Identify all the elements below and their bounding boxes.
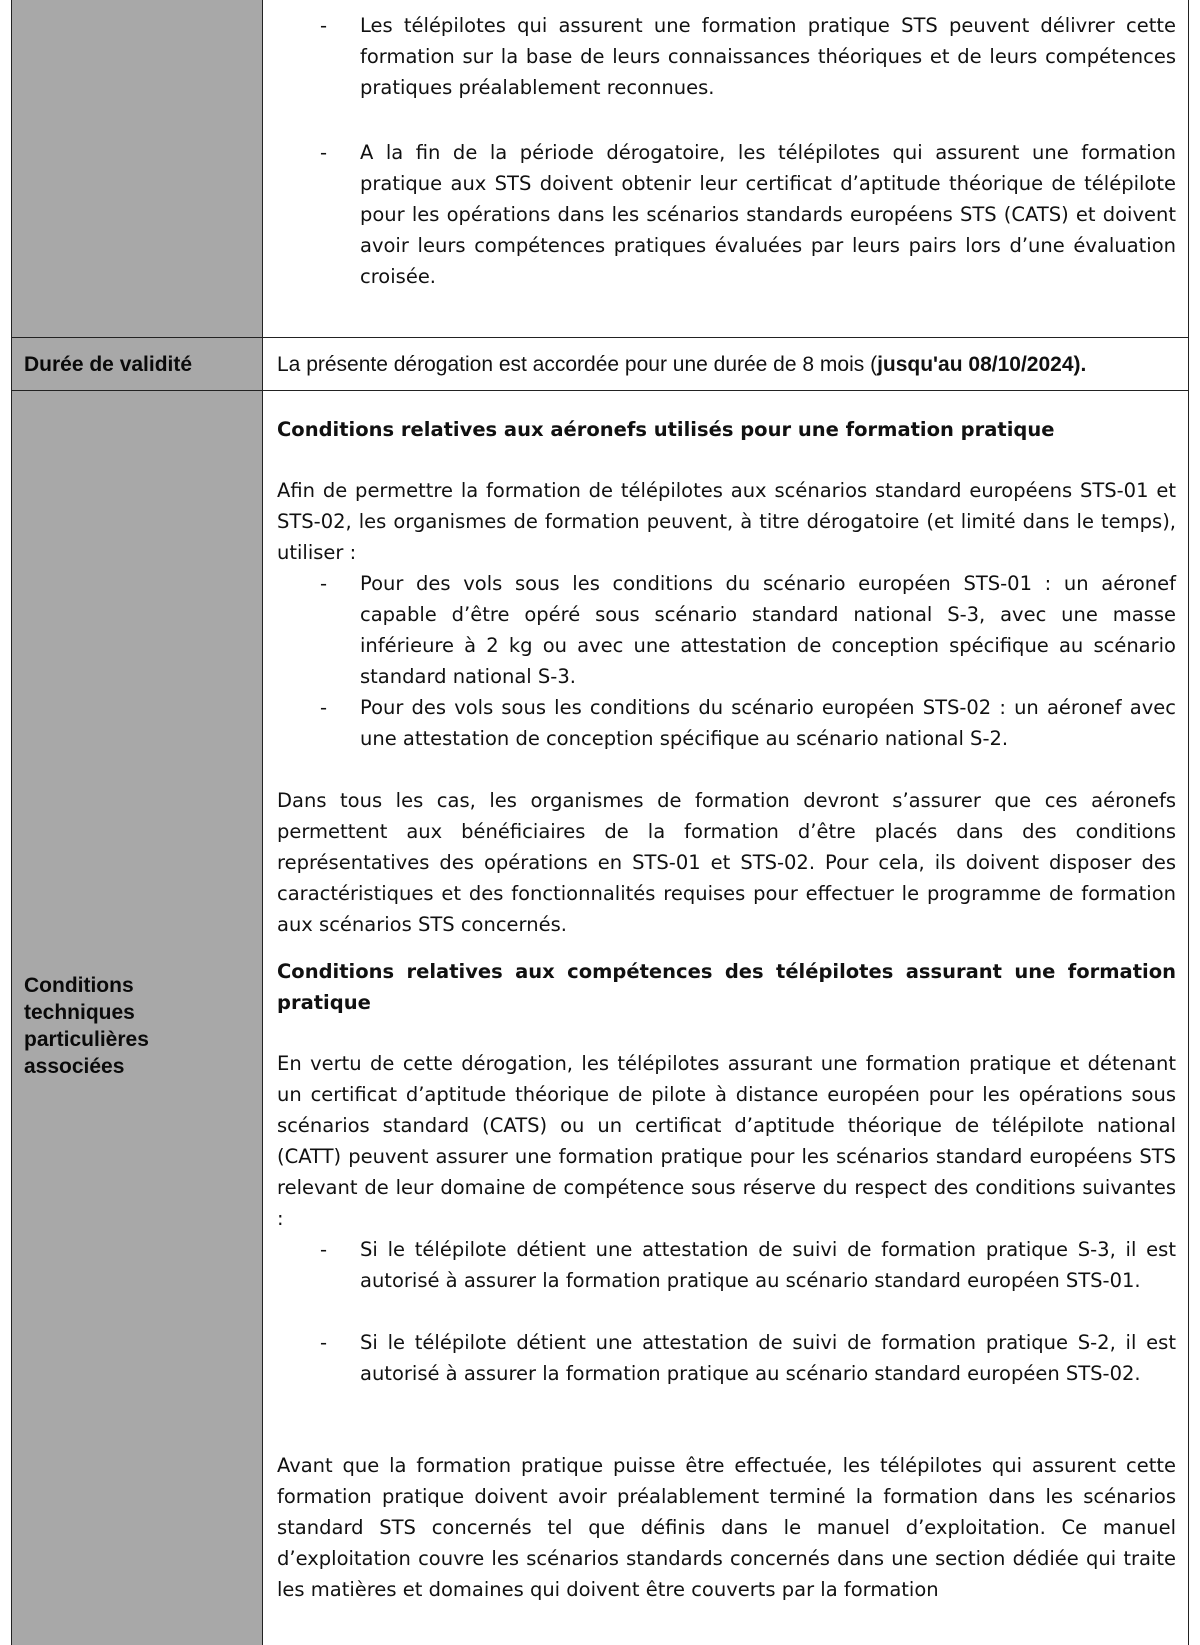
row-label-cell [12, 0, 263, 337]
table-row-duree [12, 338, 1188, 391]
table-row-continuation [12, 0, 1188, 338]
label-line: associées [24, 1055, 125, 1078]
list-item-text: Pour des vols sous les conditions du scénario européen STS-01 : un aéronef capable d’être opéré sous scénario standard national S-3, avec une masse inférieure à 2 kg ou avec une attestation de conception spécifique au scénario standard national S-3. [360, 572, 1176, 688]
list-item-text: Si le télépilote détient une attestation de suivi de formation pratique S-3, il est autorisé à assurer la formation pratique au scénario standard européen STS-01. [360, 1238, 1176, 1292]
section-heading: Conditions relatives aux compétences des télépilotes assurant une formation pratique [277, 960, 1176, 1014]
paragraph: Dans tous les cas, les organismes de formation devront s’assurer que ces aéronefs permettent aux bénéficiaires de la formation d’être placés dans des conditions représentatives des opérations en STS-01 et STS-02. Pour cela, ils doivent disposer des caractéristiques et des fonctionnalités requises pour effectuer le programme de formation aux scénarios STS concernés. [277, 789, 1176, 936]
paragraph: Afin de permettre la formation de télépilotes aux scénarios standard européens STS-01 et STS-02, les organismes de formation peuvent, à titre dérogatoire (et limité dans le temps), utiliser : [277, 479, 1176, 564]
bullet-dash: - [320, 696, 328, 719]
paragraph: Avant que la formation pratique puisse être effectuée, les télépilotes qui assurent cette formation pratique doivent avoir préalablement terminé la formation dans les scénarios standard STS concernés tel que définis dans le manuel d’exploitation. Ce manuel d’exploitation couvre les scénarios standards concernés dans une section dédiée qui traite les matières et domaines qui doivent être couverts par la formation [277, 1454, 1176, 1601]
list-item-text: Les télépilotes qui assurent une formation pratique STS peuvent délivrer cette formation sur la base de leurs connaissances théoriques et de leurs compétences pratiques préalablement reconnues. [360, 14, 1176, 99]
row-label-duree: Durée de validité [24, 353, 193, 376]
row-content-cell [263, 391, 1188, 1645]
label-line: particulières [24, 1028, 149, 1051]
label-line: Conditions [24, 974, 134, 997]
bullet-dash: - [320, 1331, 328, 1354]
row-content-cell [263, 0, 1188, 337]
row-content-cell [263, 338, 1188, 390]
label-line: techniques [24, 1001, 135, 1024]
section-heading: Conditions relatives aux aéronefs utilisés pour une formation pratique [277, 418, 1055, 441]
list-item-text: A la fin de la période dérogatoire, les télépilotes qui assurent une formation pratique aux STS doivent obtenir leur certificat d’aptitude théorique de télépilote pour les opérations dans les scénarios standards européens STS (CATS) et doivent avoir leurs compétences pratiques évaluées par leurs pairs lors d’une évaluation croisée. [360, 141, 1176, 288]
table-row-conditions [12, 391, 1188, 1645]
duree-text [277, 351, 1182, 378]
row-label-cell [12, 338, 263, 390]
row-label-cell [12, 391, 263, 1645]
bullet-dash: - [320, 1238, 328, 1261]
duree-text-normal: La présente dérogation est accordée pour une durée de 8 mois ( [277, 353, 878, 376]
list-item-text: Si le télépilote détient une attestation de suivi de formation pratique S-2, il est autorisé à assurer la formation pratique au scénario standard européen STS-02. [360, 1331, 1176, 1385]
paragraph: En vertu de cette dérogation, les télépilotes assurant une formation pratique et détenant un certificat d’aptitude théorique de pilote à distance européen pour les opérations sous scénarios standard (CATS) ou un certificat d’aptitude théorique de télépilote national (CATT) peuvent assurer une formation pratique pour les scénarios standard européens STS relevant de leur domaine de compétence sous réserve du respect des conditions suivantes : [277, 1052, 1176, 1230]
bullet-dash: - [320, 141, 328, 164]
duree-text-bold: jusqu'au 08/10/2024). [877, 353, 1087, 376]
bullet-dash: - [320, 14, 328, 37]
derogation-table [11, 0, 1189, 1645]
bullet-dash: - [320, 572, 328, 595]
row-label-conditions [24, 972, 254, 1080]
list-item-text: Pour des vols sous les conditions du scénario européen STS-02 : un aéronef avec une attestation de conception spécifique au scénario national S-2. [360, 696, 1176, 750]
